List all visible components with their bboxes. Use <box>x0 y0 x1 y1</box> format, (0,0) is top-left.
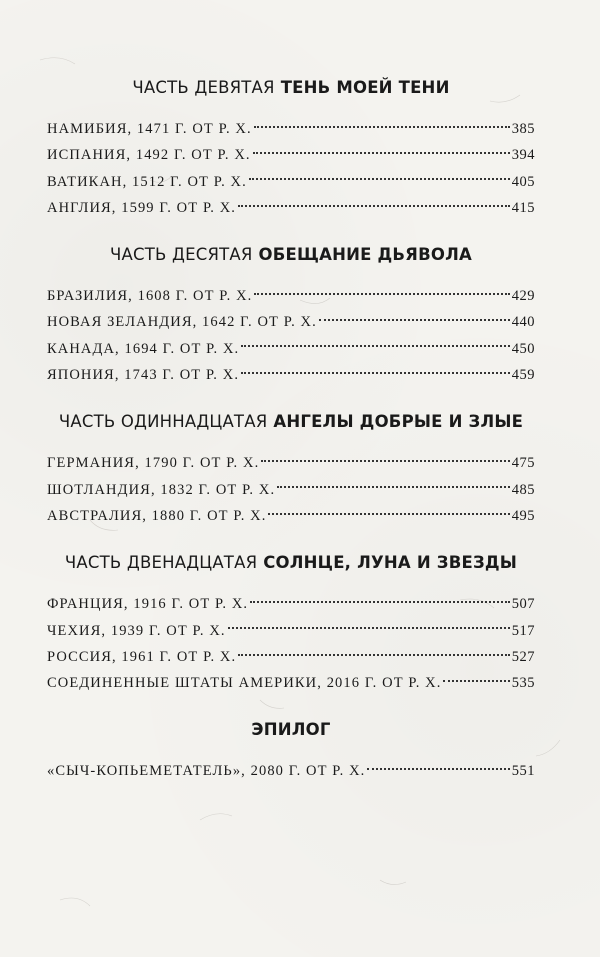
toc-entry <box>47 618 535 644</box>
toc-entry <box>47 591 535 617</box>
toc-entry <box>47 283 535 309</box>
toc-entry <box>47 142 535 168</box>
toc-entry <box>47 362 535 388</box>
dot-leader <box>319 318 510 321</box>
part-title: СОЛНЦЕ, ЛУНА И ЗВЕЗДЫ <box>263 553 518 573</box>
toc-entry <box>47 503 535 529</box>
entry-list <box>47 758 535 784</box>
entry-page-number: 394 <box>511 147 535 164</box>
epilog-heading <box>47 716 535 744</box>
entry-page-number: 485 <box>511 481 535 498</box>
part-section <box>47 74 535 221</box>
entry-title: ИСПАНИЯ, 1492 Г. ОТ Р. Х. <box>47 147 251 164</box>
dot-leader <box>261 459 509 462</box>
dot-leader <box>268 512 509 515</box>
toc-entry <box>47 450 535 476</box>
entry-page-number: 385 <box>511 121 535 137</box>
toc-entry <box>47 644 535 670</box>
entry-page-number: 551 <box>511 763 535 780</box>
toc-entry <box>47 309 535 335</box>
entry-list <box>47 283 535 388</box>
part-heading <box>47 408 535 436</box>
entry-page-number: 475 <box>511 455 535 472</box>
dot-leader <box>238 204 510 207</box>
entry-list <box>47 450 535 529</box>
dot-leader <box>250 600 510 603</box>
dot-leader <box>254 292 509 295</box>
dot-leader <box>238 653 510 656</box>
part-title: ТЕНЬ МОЕЙ ТЕНИ <box>280 78 450 97</box>
part-number: ЧАСТЬ ДЕВЯТАЯ <box>132 78 275 97</box>
entry-page-number: 517 <box>511 622 535 639</box>
dot-leader <box>443 679 509 682</box>
entry-title: ГЕРМАНИЯ, 1790 Г. ОТ Р. Х. <box>47 455 260 472</box>
entry-title: НАМИБИЯ, 1471 Г. ОТ Р. Х. <box>47 121 252 137</box>
toc-entry <box>47 336 535 362</box>
toc-entry <box>47 477 535 503</box>
entry-page-number: 405 <box>511 173 535 190</box>
entry-page-number: 535 <box>511 675 535 692</box>
entry-title: ЯПОНИЯ, 1743 Г. ОТ Р. Х. <box>47 367 240 384</box>
table-of-contents <box>47 74 535 805</box>
epilog-section <box>47 716 535 784</box>
toc-entry <box>47 758 535 784</box>
part-title: АНГЕЛЫ ДОБРЫЕ И ЗЛЫЕ <box>273 412 524 432</box>
entry-title: «СЫЧ-КОПЬЕМЕТАТЕЛЬ», 2080 Г. ОТ Р. Х. <box>47 763 366 780</box>
part-section <box>47 241 535 388</box>
dot-leader <box>249 177 510 180</box>
entry-page-number: 429 <box>511 288 535 305</box>
entry-list <box>47 591 535 696</box>
entry-title: ЧЕХИЯ, 1939 Г. ОТ Р. Х. <box>47 622 226 639</box>
dot-leader <box>367 767 509 770</box>
entry-list <box>47 116 535 221</box>
entry-page-number: 450 <box>511 340 535 357</box>
toc-entry <box>47 195 535 221</box>
entry-title: СОЕДИНЕННЫЕ ШТАТЫ АМЕРИКИ, 2016 Г. ОТ Р. Х. <box>47 675 442 692</box>
entry-title: КАНАДА, 1694 Г. ОТ Р. Х. <box>47 340 240 357</box>
entry-title: РОССИЯ, 1961 Г. ОТ Р. Х. <box>47 648 237 665</box>
dot-leader <box>277 485 510 488</box>
dot-leader <box>241 371 510 374</box>
dot-leader <box>241 344 509 347</box>
part-heading <box>47 549 535 577</box>
entry-page-number: 440 <box>511 314 535 331</box>
part-number: ЧАСТЬ ДЕСЯТАЯ <box>110 245 253 265</box>
epilog-title: ЭПИЛОГ <box>251 720 331 740</box>
toc-entry <box>47 116 535 142</box>
entry-page-number: 495 <box>511 507 535 524</box>
entry-page-number: 415 <box>511 199 535 216</box>
entry-title: ВАТИКАН, 1512 Г. ОТ Р. Х. <box>47 173 247 190</box>
entry-title: ШОТЛАНДИЯ, 1832 Г. ОТ Р. Х. <box>47 481 276 498</box>
toc-entry <box>47 670 535 696</box>
part-section <box>47 408 535 529</box>
part-number: ЧАСТЬ ОДИННАДЦАТАЯ <box>58 412 268 432</box>
dot-leader <box>228 626 510 629</box>
entry-title: ФРАНЦИЯ, 1916 Г. ОТ Р. Х. <box>47 596 249 613</box>
dot-leader <box>253 151 510 154</box>
dot-leader <box>254 125 510 128</box>
part-number: ЧАСТЬ ДВЕНАДЦАТАЯ <box>64 553 258 573</box>
part-heading <box>47 241 535 269</box>
part-section <box>47 549 535 696</box>
entry-page-number: 459 <box>511 367 535 384</box>
entry-title: АВСТРАЛИЯ, 1880 Г. ОТ Р. Х. <box>47 507 267 524</box>
entry-page-number: 507 <box>511 596 535 613</box>
toc-entry <box>47 169 535 195</box>
part-title: ОБЕЩАНИЕ ДЬЯВОЛА <box>258 245 472 265</box>
entry-page-number: 527 <box>511 648 535 665</box>
part-heading <box>47 74 535 102</box>
entry-title: БРАЗИЛИЯ, 1608 Г. ОТ Р. Х. <box>47 288 253 305</box>
entry-title: АНГЛИЯ, 1599 Г. ОТ Р. Х. <box>47 199 237 216</box>
entry-title: НОВАЯ ЗЕЛАНДИЯ, 1642 Г. ОТ Р. Х. <box>47 314 317 331</box>
